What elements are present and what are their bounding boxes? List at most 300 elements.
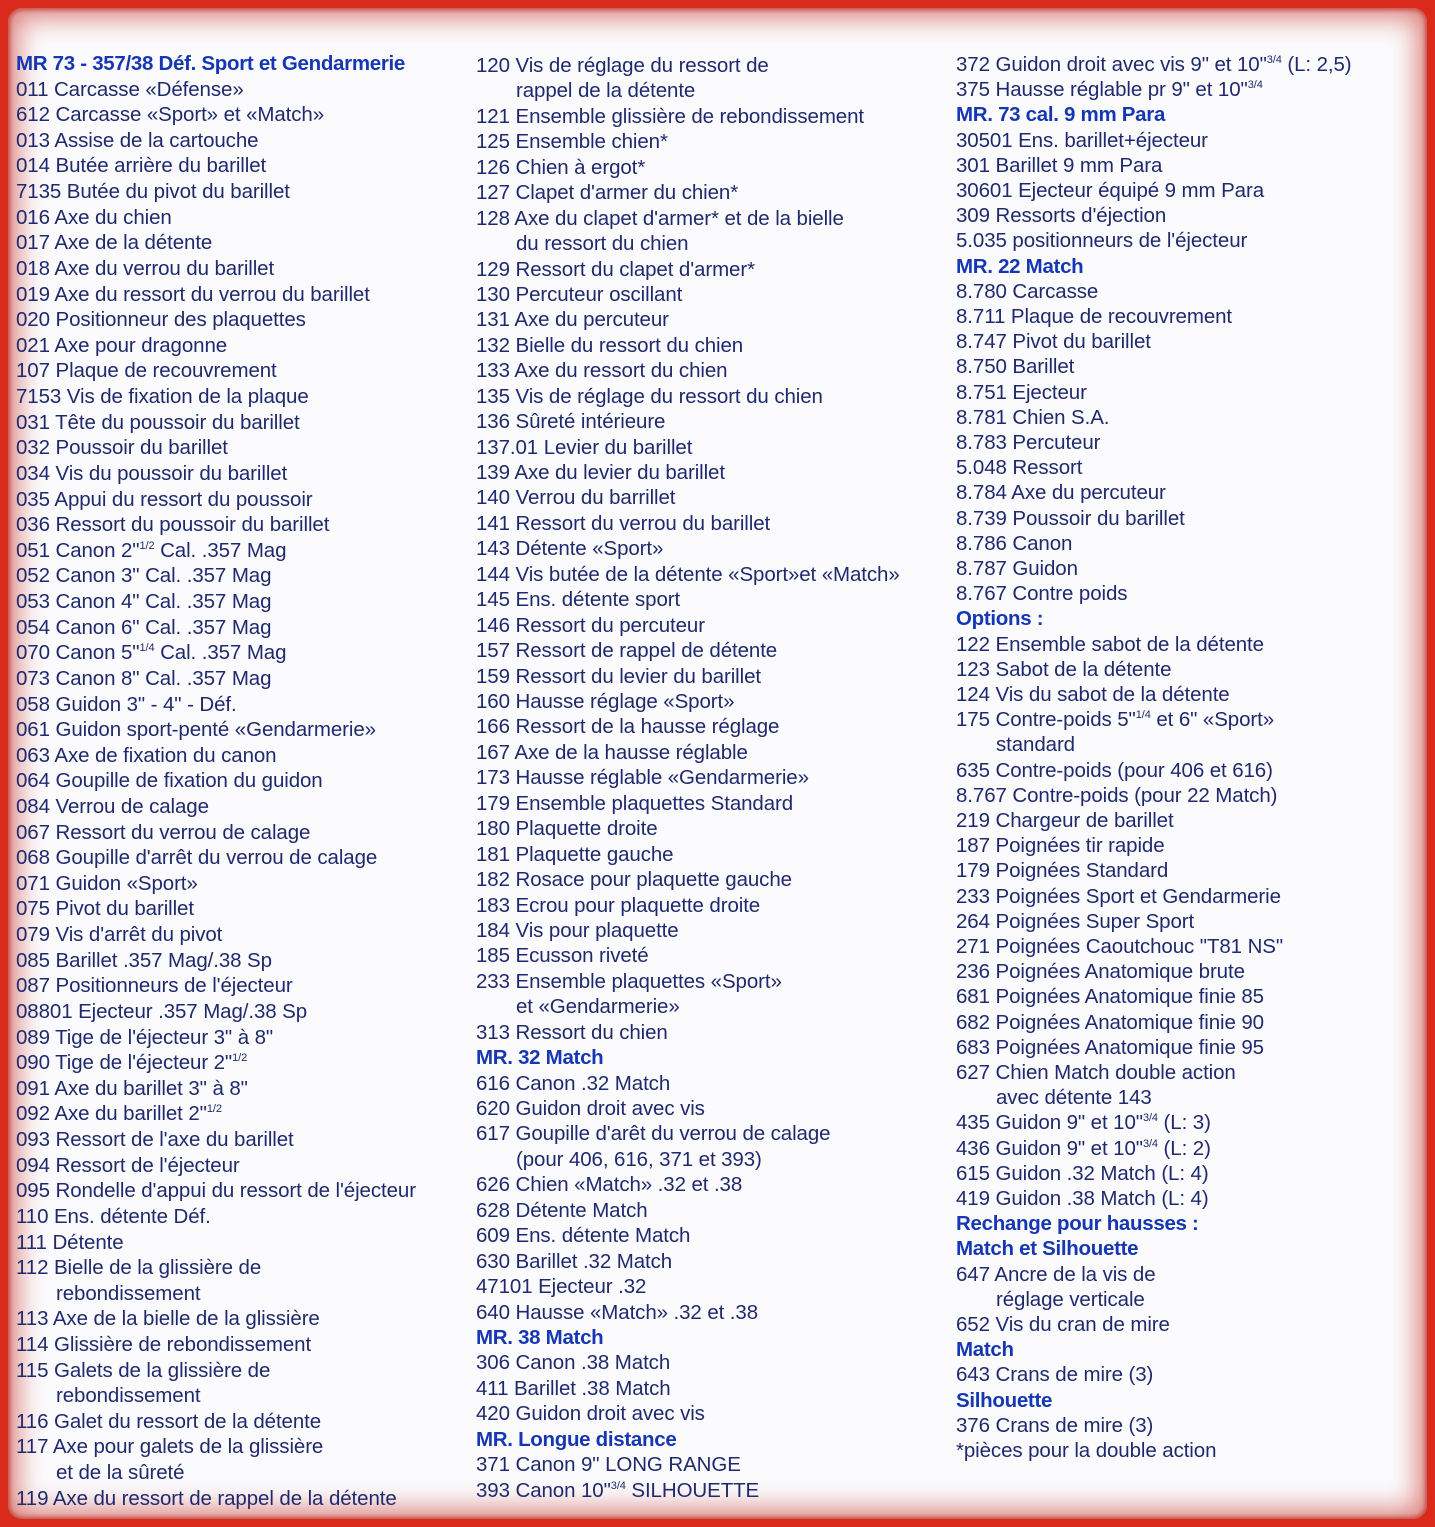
part-entry bbox=[476, 1351, 670, 1375]
entry-text: 159 Ressort du levier du barillet bbox=[476, 664, 761, 688]
part-entry bbox=[956, 204, 1166, 228]
entry-text: 187 Poignées tir rapide bbox=[956, 834, 1165, 858]
entry-text: 016 Axe du chien bbox=[16, 205, 172, 229]
part-entry bbox=[16, 488, 313, 512]
entry-text: 627 Chien Match double action bbox=[956, 1061, 1236, 1084]
part-entry bbox=[16, 821, 310, 845]
part-entry bbox=[956, 431, 1100, 455]
section-heading bbox=[956, 1338, 1014, 1362]
fraction-superscript: 1/2 bbox=[139, 539, 155, 552]
entry-text: 115 Galets de la glissière de bbox=[16, 1358, 271, 1382]
entry-text: 133 Axe du ressort du chien bbox=[476, 359, 728, 383]
part-entry bbox=[956, 456, 1082, 480]
part-entry bbox=[16, 1461, 184, 1485]
entry-text: 313 Ressort du chien bbox=[476, 1020, 668, 1044]
entry-text: 114 Glissière de rebondissement bbox=[16, 1333, 312, 1356]
part-entry bbox=[476, 690, 734, 714]
entry-text-suffix: Cal. .357 Mag bbox=[154, 538, 287, 562]
entry-text: 085 Barillet .357 Mag/.38 Sp bbox=[16, 948, 272, 972]
entry-text: 8.750 Barillet bbox=[956, 355, 1075, 379]
entry-text: (pour 406, 616, 371 et 393) bbox=[516, 1147, 762, 1171]
entry-text: 8.739 Poussoir du barillet bbox=[956, 506, 1185, 530]
entry-text: avec détente 143 bbox=[996, 1086, 1152, 1110]
part-entry bbox=[476, 1148, 762, 1172]
part-entry bbox=[16, 1231, 124, 1255]
part-entry bbox=[16, 1333, 311, 1357]
entry-text: 635 Contre-poids (pour 406 et 616) bbox=[956, 758, 1273, 782]
part-entry bbox=[956, 1363, 1153, 1387]
part-entry bbox=[476, 410, 665, 434]
section-heading bbox=[476, 1326, 603, 1350]
entry-text: 107 Plaque de recouvrement bbox=[16, 359, 277, 383]
part-entry bbox=[16, 539, 286, 563]
part-entry bbox=[956, 1011, 1264, 1035]
part-entry bbox=[956, 1111, 1211, 1135]
entry-text: 051 Canon 2" bbox=[16, 538, 140, 562]
entry-text: 112 Bielle de la glissière de bbox=[16, 1256, 262, 1280]
part-entry bbox=[16, 1256, 261, 1280]
entry-text: 166 Ressort de la hausse réglage bbox=[476, 715, 780, 739]
part-entry bbox=[956, 658, 1171, 682]
part-entry bbox=[476, 1224, 690, 1248]
entry-text: 375 Hausse réglable pr 9" et 10" bbox=[956, 78, 1248, 102]
part-entry bbox=[16, 257, 274, 281]
entry-text: 7153 Vis de fixation de la plaque bbox=[16, 385, 309, 409]
entry-text: 8.783 Percuteur bbox=[956, 431, 1101, 454]
part-entry bbox=[956, 834, 1165, 858]
entry-text: 132 Bielle du ressort du chien bbox=[476, 333, 744, 357]
entry-text: 640 Hausse «Match» .32 et .38 bbox=[476, 1300, 759, 1324]
entry-text: 683 Poignées Anatomique finie 95 bbox=[956, 1035, 1264, 1059]
entry-text: 180 Plaquette droite bbox=[476, 817, 658, 841]
entry-text: rebondissement bbox=[56, 1281, 201, 1305]
part-entry bbox=[476, 868, 792, 892]
part-entry bbox=[956, 280, 1098, 304]
part-entry bbox=[956, 960, 1245, 984]
section-heading bbox=[476, 1428, 676, 1452]
part-entry bbox=[956, 1414, 1153, 1438]
part-entry bbox=[956, 733, 1075, 757]
part-entry bbox=[16, 206, 172, 230]
part-entry bbox=[956, 1439, 1216, 1463]
entry-text: Match bbox=[956, 1338, 1014, 1362]
part-entry bbox=[16, 385, 309, 409]
part-entry bbox=[16, 411, 300, 435]
entry-text: Silhouette bbox=[956, 1388, 1053, 1412]
part-entry bbox=[476, 385, 823, 409]
part-entry bbox=[476, 54, 769, 78]
entry-text: 064 Goupille de fixation du guidon bbox=[16, 769, 323, 793]
part-entry bbox=[956, 1061, 1236, 1085]
part-entry bbox=[476, 359, 727, 383]
part-entry bbox=[16, 231, 212, 255]
entry-text: 08801 Ejecteur .357 Mag/.38 Sp bbox=[16, 999, 308, 1023]
part-entry bbox=[16, 616, 271, 640]
part-entry bbox=[16, 1128, 294, 1152]
part-entry bbox=[16, 923, 222, 947]
part-entry bbox=[16, 1026, 273, 1050]
entry-text: 271 Poignées Caoutchouc "T81 NS" bbox=[956, 935, 1284, 958]
entry-text: 131 Axe du percuteur bbox=[476, 308, 669, 332]
entry-text: 135 Vis de réglage du ressort du chien bbox=[476, 384, 823, 408]
entry-text: 011 Carcasse «Défense» bbox=[16, 77, 244, 101]
parts-list-page bbox=[8, 8, 1427, 1519]
section-heading bbox=[476, 1046, 603, 1070]
part-entry bbox=[16, 1205, 211, 1229]
entry-text: 070 Canon 5" bbox=[16, 641, 140, 665]
entry-text: 236 Poignées Anatomique brute bbox=[956, 960, 1245, 984]
entry-text: 435 Guidon 9" et 10" bbox=[956, 1111, 1143, 1135]
part-entry bbox=[16, 693, 237, 717]
part-entry bbox=[956, 1263, 1156, 1287]
entry-text: 143 Détente «Sport» bbox=[476, 537, 664, 561]
entry-text: 087 Positionneurs de l'éjecteur bbox=[16, 974, 293, 998]
part-entry bbox=[476, 232, 688, 256]
entry-text: 018 Axe du verrou du barillet bbox=[16, 256, 275, 280]
entry-text: 031 Tête du poussoir du barillet bbox=[16, 410, 300, 434]
entry-text: Options : bbox=[956, 607, 1044, 631]
part-entry bbox=[476, 79, 695, 103]
entry-text: 095 Rondelle d'appui du ressort de l'éjecteur bbox=[16, 1179, 416, 1203]
entry-text: 111 Détente bbox=[16, 1230, 124, 1254]
entry-text: 7135 Butée du pivot du barillet bbox=[16, 180, 290, 204]
part-entry bbox=[956, 784, 1277, 808]
entry-text: MR. 38 Match bbox=[476, 1326, 604, 1349]
part-entry bbox=[476, 436, 692, 460]
entry-text: 8.767 Contre poids bbox=[956, 582, 1128, 606]
entry-text: 436 Guidon 9" et 10" bbox=[956, 1136, 1143, 1160]
entry-text: 630 Barillet .32 Match bbox=[476, 1249, 673, 1273]
entry-text: 301 Barillet 9 mm Para bbox=[956, 153, 1163, 177]
entry-text: 113 Axe de la bielle de la glissière bbox=[16, 1307, 320, 1331]
entry-text: standard bbox=[996, 733, 1075, 757]
entry-text: rappel de la détente bbox=[516, 79, 696, 103]
entry-text: 167 Axe de la hausse réglable bbox=[476, 740, 748, 764]
part-entry bbox=[956, 78, 1263, 102]
entry-text: 8.747 Pivot du barillet bbox=[956, 330, 1151, 354]
entry-text: 058 Guidon 3" - 4" - Déf. bbox=[16, 692, 237, 716]
entry-text: 120 Vis de réglage du ressort de bbox=[476, 54, 769, 77]
entry-text: 073 Canon 8" Cal. .357 Mag bbox=[16, 666, 272, 690]
entry-text: 126 Chien à ergot* bbox=[476, 155, 646, 179]
part-entry bbox=[476, 639, 777, 663]
entry-text: 8.780 Carcasse bbox=[956, 279, 1099, 303]
part-entry bbox=[956, 557, 1078, 581]
entry-text: 411 Barillet .38 Match bbox=[476, 1376, 671, 1400]
entry-text: 139 Axe du levier du barillet bbox=[476, 461, 725, 485]
part-entry bbox=[16, 641, 286, 665]
part-entry bbox=[476, 563, 900, 587]
part-entry bbox=[16, 283, 370, 307]
part-entry bbox=[16, 1487, 397, 1511]
entry-text: MR. 73 cal. 9 mm Para bbox=[956, 103, 1166, 127]
part-entry bbox=[476, 817, 658, 841]
entry-text: et de la sûreté bbox=[56, 1461, 185, 1485]
entry-text: 127 Clapet d'armer du chien* bbox=[476, 181, 739, 205]
entry-text: 626 Chien «Match» .32 et .38 bbox=[476, 1173, 743, 1197]
part-entry bbox=[16, 1000, 307, 1024]
part-entry bbox=[16, 590, 271, 614]
part-entry bbox=[956, 1313, 1170, 1337]
part-entry bbox=[476, 1377, 671, 1401]
section-heading bbox=[956, 1212, 1199, 1236]
fraction-superscript: 3/4 bbox=[610, 1479, 626, 1492]
entry-text: 123 Sabot de la détente bbox=[956, 657, 1172, 681]
entry-text: 620 Guidon droit avec vis bbox=[476, 1097, 705, 1121]
part-entry bbox=[956, 633, 1264, 657]
part-entry bbox=[16, 1307, 320, 1331]
part-entry bbox=[956, 507, 1185, 531]
entry-text: 125 Ensemble chien* bbox=[476, 130, 668, 154]
entry-text: 643 Crans de mire (3) bbox=[956, 1363, 1154, 1387]
part-entry bbox=[16, 769, 323, 793]
fraction-superscript: 3/4 bbox=[1247, 79, 1263, 92]
entry-text: 054 Canon 6" Cal. .357 Mag bbox=[16, 615, 272, 639]
part-entry bbox=[476, 1301, 758, 1325]
part-entry bbox=[956, 179, 1264, 203]
part-entry bbox=[16, 1077, 248, 1101]
part-entry bbox=[956, 1036, 1264, 1060]
part-entry bbox=[956, 910, 1194, 934]
section-heading bbox=[956, 1237, 1138, 1261]
part-entry bbox=[956, 759, 1273, 783]
section-heading bbox=[956, 255, 1083, 279]
part-entry bbox=[476, 995, 680, 1019]
entry-text: 019 Axe du ressort du verrou du barillet bbox=[16, 282, 370, 306]
entry-text: 175 Contre-poids 5" bbox=[956, 708, 1136, 732]
part-entry bbox=[476, 1199, 648, 1223]
entry-text: 306 Canon .38 Match bbox=[476, 1351, 671, 1375]
entry-text: Rechange pour hausses : bbox=[956, 1212, 1199, 1236]
fraction-superscript: 1/2 bbox=[232, 1052, 248, 1065]
entry-text-suffix: et 6" «Sport» bbox=[1150, 708, 1275, 732]
entry-text: 393 Canon 10" bbox=[476, 1478, 611, 1502]
part-entry bbox=[956, 532, 1072, 556]
fraction-superscript: 3/4 bbox=[1142, 1112, 1158, 1125]
part-entry bbox=[16, 795, 209, 819]
entry-text: 185 Ecusson riveté bbox=[476, 944, 649, 968]
entry-text: 014 Butée arrière du barillet bbox=[16, 154, 267, 178]
part-entry bbox=[16, 949, 272, 973]
entry-text: MR 73 - 357/38 Déf. Sport et Gendarmerie bbox=[16, 52, 406, 75]
entry-text: 034 Vis du poussoir du barillet bbox=[16, 461, 288, 485]
part-entry bbox=[16, 462, 287, 486]
part-entry bbox=[476, 207, 844, 231]
part-entry bbox=[956, 1137, 1211, 1161]
entry-text: 013 Assise de la cartouche bbox=[16, 128, 259, 152]
entry-text: 093 Ressort de l'axe du barillet bbox=[16, 1128, 294, 1152]
part-entry bbox=[16, 667, 271, 691]
entry-text: 130 Percuteur oscillant bbox=[476, 282, 683, 306]
part-entry bbox=[476, 741, 748, 765]
part-entry bbox=[956, 154, 1162, 178]
entry-text: 129 Ressort du clapet d'armer* bbox=[476, 257, 755, 281]
entry-text: réglage verticale bbox=[996, 1287, 1145, 1311]
part-entry bbox=[476, 486, 675, 510]
entry-text: 612 Carcasse «Sport» et «Match» bbox=[16, 103, 324, 127]
part-entry bbox=[16, 872, 198, 896]
fraction-superscript: 1/4 bbox=[1135, 709, 1151, 722]
entry-text: MR. Longue distance bbox=[476, 1427, 677, 1451]
part-entry bbox=[476, 1275, 646, 1299]
entry-text: 30501 Ens. barillet+éjecteur bbox=[956, 128, 1208, 152]
entry-text: 067 Ressort du verrou de calage bbox=[16, 820, 311, 844]
part-entry bbox=[16, 974, 293, 998]
part-entry bbox=[476, 843, 673, 867]
part-entry bbox=[476, 1021, 668, 1045]
part-entry bbox=[476, 1402, 705, 1426]
entry-text: 182 Rosace pour plaquette gauche bbox=[476, 868, 792, 892]
part-entry bbox=[956, 53, 1352, 77]
entry-text: 8.787 Guidon bbox=[956, 557, 1078, 580]
entry-text: 021 Axe pour dragonne bbox=[16, 333, 228, 357]
entry-text: 145 Ens. détente sport bbox=[476, 588, 681, 612]
part-entry bbox=[16, 103, 324, 127]
entry-text: 084 Verrou de calage bbox=[16, 794, 209, 818]
entry-text: MR. 32 Match bbox=[476, 1046, 604, 1070]
section-heading bbox=[956, 607, 1043, 631]
entry-text: 8.786 Canon bbox=[956, 531, 1073, 555]
part-entry bbox=[476, 970, 782, 994]
part-entry bbox=[476, 1250, 672, 1274]
part-entry bbox=[16, 1051, 247, 1075]
entry-text: 8.781 Chien S.A. bbox=[956, 405, 1110, 429]
part-entry bbox=[956, 859, 1168, 883]
fraction-superscript: 3/4 bbox=[1142, 1137, 1158, 1150]
part-entry bbox=[476, 665, 761, 689]
part-entry bbox=[476, 334, 743, 358]
entry-text: 071 Guidon «Sport» bbox=[16, 871, 198, 895]
entry-text: 157 Ressort de rappel de détente bbox=[476, 639, 778, 663]
entry-text: 092 Axe du barillet 2" bbox=[16, 1102, 207, 1126]
part-entry bbox=[956, 481, 1166, 505]
entry-text: et «Gendarmerie» bbox=[516, 995, 680, 1019]
part-entry bbox=[476, 588, 680, 612]
part-entry bbox=[16, 154, 266, 178]
part-entry bbox=[16, 308, 306, 332]
entry-text: 036 Ressort du poussoir du barillet bbox=[16, 513, 330, 537]
entry-text: 119 Axe du ressort de rappel de la détente bbox=[16, 1486, 397, 1510]
part-entry bbox=[16, 1154, 240, 1178]
part-entry bbox=[956, 305, 1232, 329]
part-entry bbox=[956, 809, 1174, 833]
entry-text: 47101 Ejecteur .32 bbox=[476, 1275, 647, 1299]
part-entry bbox=[956, 381, 1087, 405]
part-entry bbox=[956, 582, 1127, 606]
part-entry bbox=[16, 897, 194, 921]
part-entry bbox=[956, 885, 1281, 909]
part-entry bbox=[956, 683, 1230, 707]
entry-text: 122 Ensemble sabot de la détente bbox=[956, 632, 1264, 656]
part-entry bbox=[476, 894, 760, 918]
entry-text: *pièces pour la double action bbox=[956, 1439, 1217, 1462]
entry-text: 609 Ens. détente Match bbox=[476, 1224, 691, 1248]
entry-text: 141 Ressort du verrou du barillet bbox=[476, 511, 771, 535]
part-entry bbox=[956, 129, 1208, 153]
entry-text: 075 Pivot du barillet bbox=[16, 897, 194, 921]
part-entry bbox=[16, 1282, 200, 1306]
part-entry bbox=[16, 513, 329, 537]
part-entry bbox=[956, 355, 1074, 379]
entry-text: 079 Vis d'arrêt du pivot bbox=[16, 923, 223, 947]
entry-text: 121 Ensemble glissière de rebondissement bbox=[476, 104, 865, 128]
entry-text: 652 Vis du cran de mire bbox=[956, 1313, 1170, 1336]
part-entry bbox=[476, 461, 725, 485]
part-entry bbox=[16, 129, 258, 153]
part-entry bbox=[16, 359, 277, 383]
entry-text: 089 Tige de l'éjecteur 3" à 8" bbox=[16, 1025, 274, 1049]
entry-text: 117 Axe pour galets de la glissière bbox=[16, 1435, 324, 1459]
part-entry bbox=[476, 766, 809, 790]
entry-text: 091 Axe du barillet 3" à 8" bbox=[16, 1076, 248, 1100]
part-entry bbox=[16, 436, 228, 460]
entry-text: 124 Vis du sabot de la détente bbox=[956, 683, 1230, 706]
entry-text: 181 Plaquette gauche bbox=[476, 842, 674, 866]
entry-text: 616 Canon .32 Match bbox=[476, 1071, 671, 1095]
part-entry bbox=[16, 180, 290, 204]
part-entry bbox=[16, 334, 227, 358]
entry-text: 173 Hausse réglable «Gendarmerie» bbox=[476, 766, 809, 790]
entry-text: 032 Poussoir du barillet bbox=[16, 436, 228, 460]
entry-text: 068 Goupille d'arrêt du verrou de calage bbox=[16, 846, 378, 870]
entry-text: 233 Ensemble plaquettes «Sport» bbox=[476, 969, 782, 993]
part-entry bbox=[956, 1162, 1209, 1186]
entry-text: 681 Poignées Anatomique finie 85 bbox=[956, 985, 1264, 1009]
entry-text: 094 Ressort de l'éjecteur bbox=[16, 1153, 240, 1177]
part-entry bbox=[476, 258, 755, 282]
entry-text: 183 Ecrou pour plaquette droite bbox=[476, 893, 761, 917]
entry-text: 116 Galet du ressort de la détente bbox=[16, 1409, 322, 1433]
part-entry bbox=[16, 564, 271, 588]
part-entry bbox=[16, 718, 376, 742]
part-entry bbox=[476, 1072, 670, 1096]
part-entry bbox=[956, 708, 1274, 732]
entry-text: 30601 Ejecteur équipé 9 mm Para bbox=[956, 179, 1265, 202]
part-entry bbox=[956, 1288, 1145, 1312]
entry-text: 8.767 Contre-poids (pour 22 Match) bbox=[956, 783, 1278, 807]
entry-text: 233 Poignées Sport et Gendarmerie bbox=[956, 884, 1281, 908]
part-entry bbox=[956, 330, 1151, 354]
entry-text-suffix: (L: 2) bbox=[1157, 1136, 1211, 1160]
fraction-superscript: 1/2 bbox=[206, 1103, 222, 1116]
entry-text-suffix: (L: 3) bbox=[1157, 1111, 1211, 1135]
entry-text: 647 Ancre de la vis de bbox=[956, 1262, 1156, 1286]
part-entry bbox=[476, 614, 705, 638]
entry-text: MR. 22 Match bbox=[956, 254, 1084, 278]
entry-text: 137.01 Levier du barillet bbox=[476, 435, 693, 459]
entry-text: 376 Crans de mire (3) bbox=[956, 1413, 1154, 1437]
entry-text: du ressort du chien bbox=[516, 232, 689, 256]
entry-text: 063 Axe de fixation du canon bbox=[16, 743, 277, 767]
part-entry bbox=[476, 919, 679, 943]
part-entry bbox=[476, 308, 669, 332]
entry-text-suffix: SILHOUETTE bbox=[625, 1478, 760, 1502]
section-heading bbox=[956, 1389, 1052, 1413]
part-entry bbox=[476, 792, 793, 816]
entry-text: 8.784 Axe du percuteur bbox=[956, 481, 1166, 505]
entry-text-suffix: (L: 2,5) bbox=[1281, 53, 1352, 76]
part-entry bbox=[16, 1179, 416, 1203]
part-entry bbox=[476, 1097, 705, 1121]
entry-text: 017 Axe de la détente bbox=[16, 231, 213, 255]
part-entry bbox=[956, 985, 1264, 1009]
part-entry bbox=[476, 130, 668, 154]
part-entry bbox=[476, 283, 682, 307]
entry-text: 053 Canon 4" Cal. .357 Mag bbox=[16, 590, 272, 614]
part-entry bbox=[476, 537, 663, 561]
entry-text: 372 Guidon droit avec vis 9" et 10" bbox=[956, 53, 1267, 76]
entry-text: 5.048 Ressort bbox=[956, 456, 1083, 480]
